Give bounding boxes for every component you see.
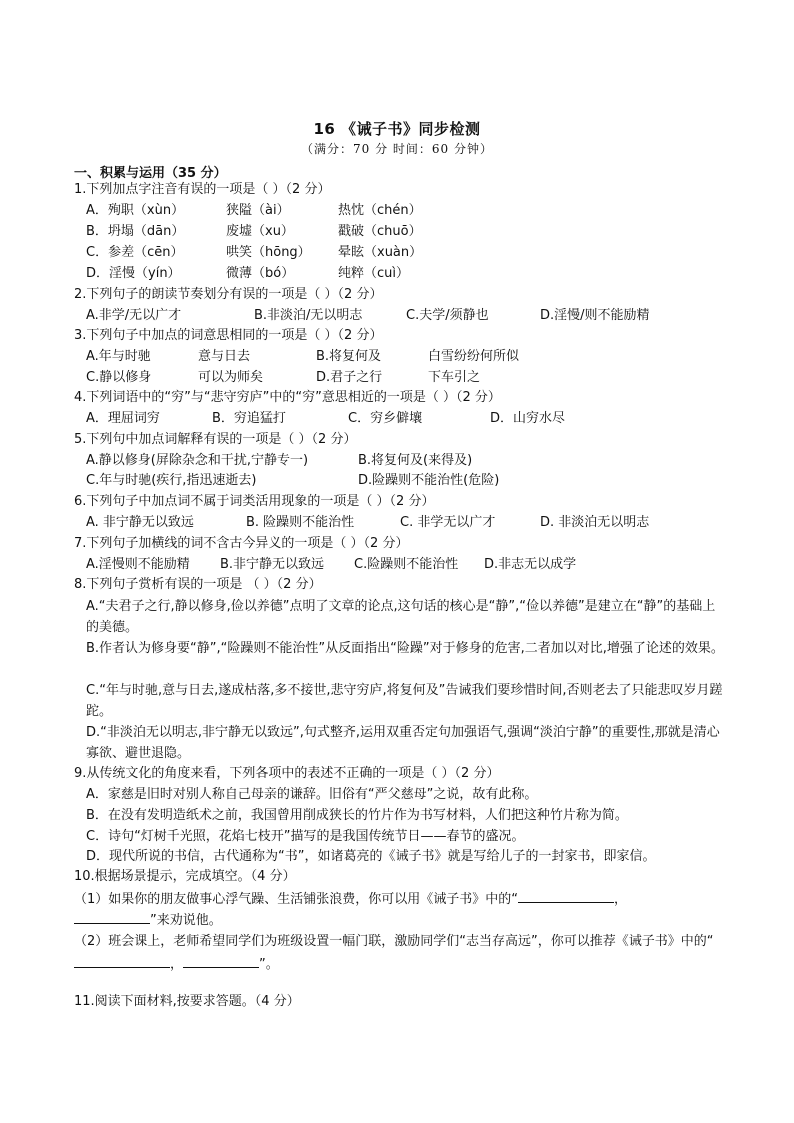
q8-option-b: B.作者认为修身要“静”,“险躁则不能治性”从反面指出“险躁”对于修身的危害,二者加以对比,增强了论述的效果。 <box>86 641 724 656</box>
q1-option: C．参差（cēn） <box>86 245 184 260</box>
q1-option: 热忱（chén） <box>338 203 422 218</box>
q7-option: B.非宁静无以致远 <box>220 557 325 572</box>
q6-option: C. 非学无以广才 <box>400 515 496 530</box>
q1-option: 狭隘（ài） <box>226 203 290 218</box>
q1-option: 戳破（chuō） <box>338 224 422 239</box>
q5-option: D.险躁则不能治性(危险) <box>358 473 500 488</box>
q7-option: A.淫慢则不能励精 <box>86 557 190 572</box>
q1-option: 废墟（xu） <box>226 224 294 239</box>
q5-option: B.将复何及(来得及) <box>358 453 473 468</box>
answer-blank[interactable] <box>183 954 259 968</box>
q1-option: 哄笑（hōng） <box>226 245 311 260</box>
q5-option: C.年与时驰(疾行,指迅速逝去) <box>86 473 257 488</box>
question-1-stem: 1.下列加点字注音有误的一项是（ ）（2 分） <box>74 182 331 197</box>
q1-option: 晕眩（xuàn） <box>338 245 423 260</box>
q6-option: D. 非淡泊无以明志 <box>540 515 650 530</box>
q4-option: B．穷追猛打 <box>212 411 286 426</box>
q4-option: A．理屈词穷 <box>86 411 160 426</box>
q9-option-a: A．家慈是旧时对别人称自己母亲的谦辞。旧俗有“严父慈母”之说，故有此称。 <box>86 787 538 802</box>
q3-option: 可以为师矣 <box>198 370 264 385</box>
q3-option: B.将复何及 <box>316 349 382 364</box>
q8-option-d: D.“非淡泊无以明志,非宁静无以致远”,句式整齐,运用双重否定句加强语气,强调“淡泊宁静”的重要性,那就是清心寡欲、避世退隐。 <box>86 725 720 761</box>
q2-option: B.非淡泊/无以明志 <box>254 308 363 323</box>
q1-option: B．坍塌（dān） <box>86 224 185 239</box>
q7-option: D.非志无以成学 <box>484 557 577 572</box>
q10-part-2-line-1: （2）班会课上，老师希望同学们为班级设置一幅门联，激励同学们“志当存高远”，你可以推荐《诫子书》中的“ <box>74 934 714 949</box>
question-2-stem: 2.下列句子的朗读节奏划分有误的一项是（ ）（2 分） <box>74 287 383 302</box>
q5-option: A.静以修身(屏除杂念和干扰,宁静专一) <box>86 453 309 468</box>
q4-option: C．穷乡僻壤 <box>348 411 423 426</box>
q9-option-b: B．在没有发明造纸术之前，我国曾用削成狭长的竹片作为书写材料，人们把这种竹片称为简。 <box>86 808 628 823</box>
q2-option: D.淫慢/则不能励精 <box>540 308 650 323</box>
question-10-stem: 10.根据场景提示，完成填空。（4 分） <box>74 869 296 884</box>
q2-option: A.非学/无以广才 <box>86 308 182 323</box>
q3-option: D.君子之行 <box>316 370 383 385</box>
question-8-stem: 8.下列句子赏析有误的一项是 （ ）（2 分） <box>74 577 322 592</box>
q6-option: A. 非宁静无以致远 <box>86 515 194 530</box>
page-title: 16 《诫子书》同步检测 <box>313 120 481 138</box>
q9-option-c: C．诗句“灯树千光照，花焰七枝开”描写的是我国传统节日——春节的盛况。 <box>86 829 525 844</box>
q3-option: C.静以修身 <box>86 370 152 385</box>
question-11-stem: 11.阅读下面材料,按要求答题。（4 分） <box>74 994 300 1009</box>
q1-option: 纯粹（cuì） <box>338 266 409 281</box>
q9-option-d: D．现代所说的书信，古代通称为“书”，如诸葛亮的《诫子书》就是写给儿子的一封家书，即家信。 <box>86 849 656 864</box>
question-3-stem: 3.下列句子中加点的词意思相同的一项是（ ）（2 分） <box>74 328 383 343</box>
q8-option-c: C.“年与时驰,意与日去,遂成枯落,多不接世,悲守穷庐,将复何及”告诫我们要珍惜时间,否则老去了只能悲叹岁月蹉跎。 <box>86 683 723 719</box>
question-6-stem: 6.下列句子中加点词不属于词类活用现象的一项是（ ）（2 分） <box>74 494 435 509</box>
question-5-stem: 5.下列句中加点词解释有误的一项是（ ）（2 分） <box>74 432 357 447</box>
question-4-stem: 4.下列词语中的“穷”与“悲守穷庐”中的“穷”意思相近的一项是（ ）（2 分） <box>74 390 501 405</box>
question-9-stem: 9.从传统文化的角度来看，下列各项中的表述不正确的一项是（ ）（2 分） <box>74 766 500 781</box>
q1-option: D．淫慢（yín） <box>86 266 181 281</box>
q6-option: B. 险躁则不能治性 <box>246 515 355 530</box>
q1-option: 微薄（bó） <box>226 266 295 281</box>
q7-option: C.险躁则不能治性 <box>354 557 459 572</box>
q10-part-1-line-1: （1）如果你的朋友做事心浮气躁、生活铺张浪费，你可以用《诫子书》中的“ ， <box>74 889 627 909</box>
q10-part-2-line-2: ， ”。 <box>74 954 279 974</box>
page-subtitle: （满分：70 分 时间：60 分钟） <box>301 142 493 156</box>
answer-blank[interactable] <box>518 889 614 903</box>
q8-option-a: A.“夫君子之行,静以修身,俭以养德”点明了文章的论点,这句话的核心是“静”,“俭以养德”是建立在“静”的基础上的美德。 <box>86 599 716 635</box>
section-heading: 一、积累与运用（35 分） <box>74 166 227 181</box>
question-7-stem: 7.下列句子加横线的词不含古今异义的一项是（ ）（2 分） <box>74 536 409 551</box>
q3-option: 意与日去 <box>198 349 251 364</box>
q4-option: D．山穷水尽 <box>490 411 566 426</box>
answer-blank[interactable] <box>74 954 170 968</box>
q3-option: A.年与时驰 <box>86 349 151 364</box>
q3-option: 白雪纷纷何所似 <box>428 349 520 364</box>
q10-part-1-line-2: ”来劝说他。 <box>74 910 222 930</box>
q2-option: C.夫学/须静也 <box>406 308 489 323</box>
q1-option: A．殉职（xùn） <box>86 203 185 218</box>
q3-option: 下车引之 <box>428 370 481 385</box>
answer-blank[interactable] <box>74 910 150 924</box>
